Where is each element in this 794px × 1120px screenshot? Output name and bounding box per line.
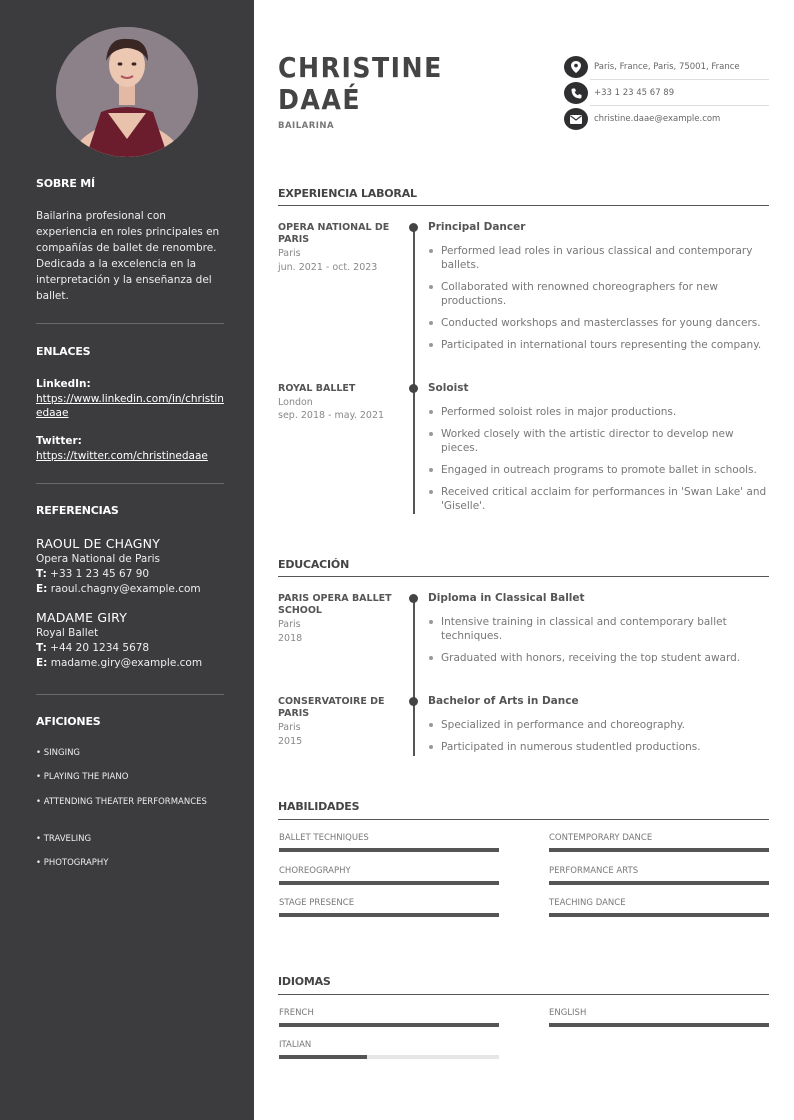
sidebar bbox=[0, 0, 254, 1120]
bullet-item: Conducted workshops and masterclasses for young dancers. bbox=[428, 316, 768, 330]
skill-bar-fill bbox=[549, 913, 769, 917]
about-text: Bailarina profesional con experiencia en roles principales en compañías de ballet de renombre. Dedicada a la excelencia en la interpretación y la enseñanza del ballet. bbox=[36, 210, 220, 302]
name-line-2: DAAÉ bbox=[278, 83, 362, 116]
entry-location: London bbox=[278, 397, 313, 408]
skill-item bbox=[279, 898, 499, 917]
contact-email bbox=[564, 107, 769, 131]
email-label: E: bbox=[36, 583, 48, 595]
language-item bbox=[279, 1040, 499, 1059]
entry-role: Principal Dancer bbox=[428, 221, 526, 233]
linkedin-link[interactable]: https://www.linkedin.com/in/christinedaae bbox=[36, 393, 224, 419]
languages-heading: IDIOMAS bbox=[278, 975, 331, 988]
email-icon bbox=[564, 108, 588, 130]
divider bbox=[36, 323, 224, 324]
bullet-item: Participated in numerous studentled productions. bbox=[428, 740, 768, 754]
skill-label: CONTEMPORARY DANCE bbox=[549, 833, 653, 843]
section-rule bbox=[278, 994, 769, 995]
skill-bar bbox=[549, 881, 769, 885]
reference-name: RAOUL DE CHAGNY bbox=[36, 536, 161, 551]
reference-item bbox=[36, 610, 224, 671]
entry-organization: OPERA NATIONAL DE PARIS bbox=[278, 222, 390, 245]
divider bbox=[36, 694, 224, 695]
phone-value: +33 1 23 45 67 90 bbox=[50, 568, 150, 580]
skill-bar bbox=[279, 913, 499, 917]
timeline-dot bbox=[409, 697, 418, 706]
timeline-line bbox=[413, 598, 415, 756]
bullet-item: Collaborated with renowned choreographers for new productions. bbox=[428, 280, 768, 308]
skill-label: STAGE PRESENCE bbox=[279, 898, 355, 908]
entry-dates: sep. 2018 - may. 2021 bbox=[278, 410, 385, 421]
reference-phone bbox=[36, 567, 224, 582]
entry-location: Paris bbox=[278, 722, 301, 733]
section-rule bbox=[278, 819, 769, 820]
twitter-link[interactable]: https://twitter.com/christinedaae bbox=[36, 450, 208, 462]
language-bar bbox=[549, 1023, 769, 1027]
phone-text: +33 1 23 45 67 89 bbox=[594, 88, 675, 98]
skill-item bbox=[549, 866, 769, 885]
skill-bar-fill bbox=[549, 881, 769, 885]
email-text[interactable]: christine.daae@example.com bbox=[594, 114, 721, 124]
reference-org: Opera National de Paris bbox=[36, 553, 161, 565]
skill-label: CHOREOGRAPHY bbox=[279, 866, 351, 876]
skill-bar bbox=[279, 848, 499, 852]
section-rule bbox=[278, 576, 769, 577]
hobby-item: • SINGING bbox=[36, 748, 81, 758]
timeline-dot bbox=[409, 223, 418, 232]
skill-bar-fill bbox=[279, 848, 499, 852]
full-name bbox=[278, 52, 443, 116]
phone-icon bbox=[564, 82, 588, 104]
link-twitter bbox=[36, 433, 224, 463]
timeline-line bbox=[413, 227, 415, 514]
skill-item bbox=[549, 833, 769, 852]
timeline-dot bbox=[409, 384, 418, 393]
address-text: Paris, France, Paris, 75001, France bbox=[594, 62, 740, 72]
experience-heading: EXPERIENCIA LABORAL bbox=[278, 187, 417, 200]
entry-bullets bbox=[428, 244, 768, 360]
skill-label: PERFORMANCE ARTS bbox=[549, 866, 639, 876]
entry-organization: ROYAL BALLET bbox=[278, 383, 356, 394]
entry-role: Soloist bbox=[428, 382, 469, 394]
divider bbox=[36, 483, 224, 484]
language-bar bbox=[279, 1023, 499, 1027]
contact-address bbox=[564, 55, 769, 79]
skill-item bbox=[279, 833, 499, 852]
section-rule bbox=[278, 205, 769, 206]
email-label: E: bbox=[36, 657, 48, 669]
phone-label: T: bbox=[36, 568, 47, 580]
entry-bullets bbox=[428, 405, 768, 521]
phone-label: T: bbox=[36, 642, 47, 654]
entry-bullets bbox=[428, 615, 768, 673]
skill-item bbox=[279, 866, 499, 885]
bullet-item: Intensive training in classical and contemporary ballet techniques. bbox=[428, 615, 768, 643]
location-icon bbox=[564, 56, 588, 78]
reference-item bbox=[36, 536, 224, 597]
skill-bar bbox=[549, 848, 769, 852]
hobbies-heading: AFICIONES bbox=[36, 715, 101, 728]
entry-location: Paris bbox=[278, 248, 301, 259]
entry-organization: PARIS OPERA BALLET SCHOOL bbox=[278, 593, 392, 616]
language-bar-fill bbox=[549, 1023, 769, 1027]
entry-dates: 2018 bbox=[278, 633, 303, 644]
language-bar bbox=[279, 1055, 499, 1059]
link-linkedin bbox=[36, 376, 224, 420]
language-label: ENGLISH bbox=[549, 1008, 587, 1018]
skills-heading: HABILIDADES bbox=[278, 800, 360, 813]
skill-bar bbox=[549, 913, 769, 917]
bullet-item: Worked closely with the artistic director to develop new pieces. bbox=[428, 427, 768, 455]
language-label: FRENCH bbox=[279, 1008, 314, 1018]
entry-dates: 2015 bbox=[278, 736, 303, 747]
skill-label: BALLET TECHNIQUES bbox=[279, 833, 369, 843]
hobby-item: • PLAYING THE PIANO bbox=[36, 772, 129, 782]
reference-email bbox=[36, 656, 224, 671]
links-heading: ENLACES bbox=[36, 345, 91, 358]
skill-bar-fill bbox=[549, 848, 769, 852]
bullet-item: Engaged in outreach programs to promote ballet in schools. bbox=[428, 463, 768, 477]
bullet-item: Participated in international tours representing the company. bbox=[428, 338, 768, 352]
name-line-1: CHRISTINE bbox=[278, 51, 443, 84]
entry-role: Diploma in Classical Ballet bbox=[428, 592, 585, 604]
about-heading: SOBRE MÍ bbox=[36, 177, 95, 190]
language-item bbox=[549, 1008, 769, 1027]
twitter-label: Twitter: bbox=[36, 435, 82, 447]
bullet-item: Performed soloist roles in major productions. bbox=[428, 405, 768, 419]
timeline-dot bbox=[409, 594, 418, 603]
language-bar-fill bbox=[279, 1055, 367, 1059]
hobby-item: • TRAVELING bbox=[36, 834, 92, 844]
reference-email bbox=[36, 582, 224, 597]
entry-dates: jun. 2021 - oct. 2023 bbox=[278, 262, 378, 273]
skill-bar-fill bbox=[279, 881, 499, 885]
hobby-item: • ATTENDING THEATER PERFORMANCES bbox=[36, 797, 207, 807]
entry-organization: CONSERVATOIRE DE PARIS bbox=[278, 696, 385, 719]
email-value: madame.giry@example.com bbox=[50, 657, 203, 669]
reference-org: Royal Ballet bbox=[36, 627, 99, 639]
reference-name: MADAME GIRY bbox=[36, 610, 128, 625]
entry-location: Paris bbox=[278, 619, 301, 630]
bullet-item: Specialized in performance and choreography. bbox=[428, 718, 768, 732]
divider bbox=[590, 105, 769, 106]
avatar bbox=[56, 27, 198, 157]
education-heading: EDUCACIÓN bbox=[278, 558, 350, 571]
language-bar-fill bbox=[279, 1023, 499, 1027]
linkedin-label: LinkedIn: bbox=[36, 378, 91, 390]
references-heading: REFERENCIAS bbox=[36, 504, 119, 517]
skill-bar-fill bbox=[279, 913, 499, 917]
divider bbox=[590, 79, 769, 80]
bullet-item: Performed lead roles in various classical and contemporary ballets. bbox=[428, 244, 768, 272]
contact-phone bbox=[564, 81, 769, 105]
phone-value: +44 20 1234 5678 bbox=[50, 642, 150, 654]
skill-bar bbox=[279, 881, 499, 885]
bullet-item: Received critical acclaim for performances in 'Swan Lake' and 'Giselle'. bbox=[428, 485, 768, 513]
language-item bbox=[279, 1008, 499, 1027]
entry-role: Bachelor of Arts in Dance bbox=[428, 695, 579, 707]
language-label: ITALIAN bbox=[279, 1040, 312, 1050]
skill-item bbox=[549, 898, 769, 917]
job-title: BAILARINA bbox=[278, 121, 335, 131]
skill-label: TEACHING DANCE bbox=[549, 898, 626, 908]
email-value: raoul.chagny@example.com bbox=[50, 583, 201, 595]
bullet-item: Graduated with honors, receiving the top student award. bbox=[428, 651, 768, 665]
hobby-item: • PHOTOGRAPHY bbox=[36, 858, 109, 868]
entry-bullets bbox=[428, 718, 768, 762]
reference-phone bbox=[36, 641, 224, 656]
